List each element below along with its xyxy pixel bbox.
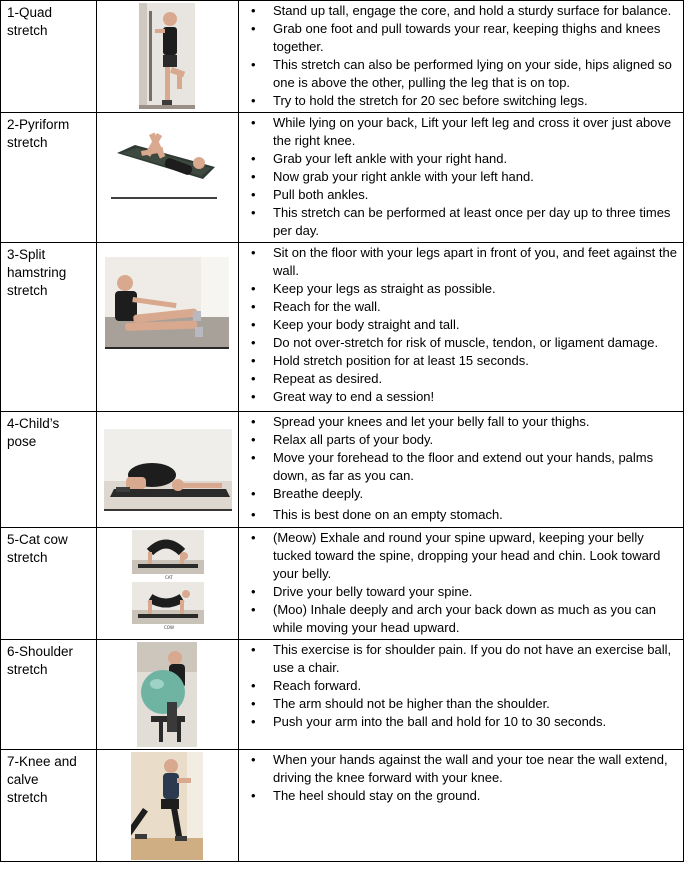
exercise-name-cell — [1, 243, 97, 412]
exercise-image-cell — [97, 528, 239, 640]
instruction-item: • Hold stretch position for at least 15 seconds. — [239, 352, 677, 370]
instruction-item: • The arm should not be higher than the shoulder. — [239, 695, 677, 713]
exercise-name: 6-Shoulder stretch — [7, 644, 74, 677]
cat-pose-photo — [132, 530, 204, 574]
exercise-instructions-cell — [239, 528, 684, 640]
instruction-item: • Stand up tall, engage the core, and hold a sturdy surface for balance. — [239, 2, 677, 20]
exercise-instructions-cell — [239, 1, 684, 113]
instruction-item: • Breathe deeply. — [239, 485, 677, 503]
instruction-item: • When your hands against the wall and your toe near the wall extend, driving the knee forward with your knee. — [239, 751, 677, 787]
exercise-row-shoulder — [1, 640, 684, 750]
instruction-item: • Keep your legs as straight as possible. — [239, 280, 677, 298]
exercise-row-quad — [1, 1, 684, 113]
instruction-item: • This stretch can be performed at least once per day up to three times per day. — [239, 204, 677, 240]
instruction-item: • Grab one foot and pull towards your rear, keeping thighs and knees together. — [239, 20, 677, 56]
instruction-item: • Move your forehead to the floor and extend out your hands, palms down, as far as you can. — [239, 449, 677, 485]
exercise-image-cell — [97, 113, 239, 243]
instruction-item: • Try to hold the stretch for 20 sec before switching legs. — [239, 92, 677, 110]
person-standing-quad-stretch-photo — [139, 3, 195, 109]
exercise-instructions-cell — [239, 750, 684, 862]
cow-caption: COW — [164, 625, 174, 630]
instruction-item: • Relax all parts of your body. — [239, 431, 677, 449]
person-childs-pose-photo — [104, 429, 232, 511]
cat-caption: CAT — [165, 575, 173, 580]
exercise-image-cell — [97, 412, 239, 528]
instruction-list — [239, 244, 677, 406]
exercise-name: 2-Pyriform stretch — [7, 117, 70, 150]
instruction-item: • This exercise is for shoulder pain. If you do not have an exercise ball, use a chair. — [239, 641, 677, 677]
exercise-row-cat-cow — [1, 528, 684, 640]
instruction-item: • Push your arm into the ball and hold for 10 to 30 seconds. — [239, 713, 677, 731]
exercise-name-cell — [1, 640, 97, 750]
exercise-name: 5-Cat cow stretch — [7, 532, 68, 565]
exercise-row-childs-pose — [1, 412, 684, 528]
exercise-instructions-cell — [239, 412, 684, 528]
instruction-list — [239, 529, 677, 637]
instruction-item: • Great way to end a session! — [239, 388, 677, 406]
exercise-name-cell — [1, 1, 97, 113]
exercise-name-cell — [1, 528, 97, 640]
instruction-item: • The heel should stay on the ground. — [239, 787, 677, 805]
instruction-item: • Do not over-stretch for risk of muscle, tendon, or ligament damage. — [239, 334, 677, 352]
exercise-instructions-cell — [239, 243, 684, 412]
exercise-row-hamstring — [1, 243, 684, 412]
instruction-list — [239, 114, 677, 240]
instruction-item: • This stretch can also be performed lying on your side, hips aligned so one is above the other, pulling the leg that is on top. — [239, 56, 677, 92]
exercise-image-cell — [97, 750, 239, 862]
exercise-name: 7-Knee and calve stretch — [7, 754, 77, 805]
person-seated-hamstring-stretch-photo — [105, 257, 229, 349]
instruction-item: • This is best done on an empty stomach. — [239, 506, 677, 524]
person-knee-calf-wall-stretch-photo — [131, 752, 203, 860]
exercise-name-cell — [1, 113, 97, 243]
exercise-name-cell — [1, 750, 97, 862]
instruction-item: • Repeat as desired. — [239, 370, 677, 388]
instruction-item: • Keep your body straight and tall. — [239, 316, 677, 334]
instruction-list — [239, 2, 677, 110]
person-lying-pyriform-stretch-photo — [111, 123, 223, 203]
exercise-name-cell — [1, 412, 97, 528]
exercise-image-cell — [97, 640, 239, 750]
exercise-row-pyriform — [1, 113, 684, 243]
instruction-item: • Reach forward. — [239, 677, 677, 695]
instruction-list — [239, 751, 677, 805]
exercise-image-cell — [97, 243, 239, 412]
instruction-item: • (Meow) Exhale and round your spine upward, keeping your belly tucked toward the spine, dropping your head and chin. Look toward your belly. — [239, 529, 677, 583]
instruction-list — [239, 413, 677, 524]
instruction-item: • Sit on the floor with your legs apart in front of you, and feet against the wall. — [239, 244, 677, 280]
instruction-item: • Now grab your right ankle with your left hand. — [239, 168, 677, 186]
exercise-name: 3-Split hamstring stretch — [7, 247, 67, 298]
instruction-list — [239, 641, 677, 731]
exercise-instructions-cell — [239, 113, 684, 243]
instruction-item: • Spread your knees and let your belly fall to your thighs. — [239, 413, 677, 431]
cow-pose-photo — [132, 582, 204, 624]
instruction-item: • Grab your left ankle with your right hand. — [239, 150, 677, 168]
exercise-row-knee-calve — [1, 750, 684, 862]
instruction-item: • (Moo) Inhale deeply and arch your back down as much as you can while moving your head upward. — [239, 601, 677, 637]
exercise-name: 4-Child’s pose — [7, 416, 60, 449]
person-exercise-ball-shoulder-photo — [137, 642, 197, 747]
exercise-instructions-cell — [239, 640, 684, 750]
instruction-item: • Drive your belly toward your spine. — [239, 583, 677, 601]
instruction-item: • Reach for the wall. — [239, 298, 677, 316]
exercise-image-cell — [97, 1, 239, 113]
instruction-item: • Pull both ankles. — [239, 186, 677, 204]
instruction-item: • While lying on your back, Lift your left leg and cross it over just above the right knee. — [239, 114, 677, 150]
exercise-name: 1-Quad stretch — [7, 5, 53, 38]
